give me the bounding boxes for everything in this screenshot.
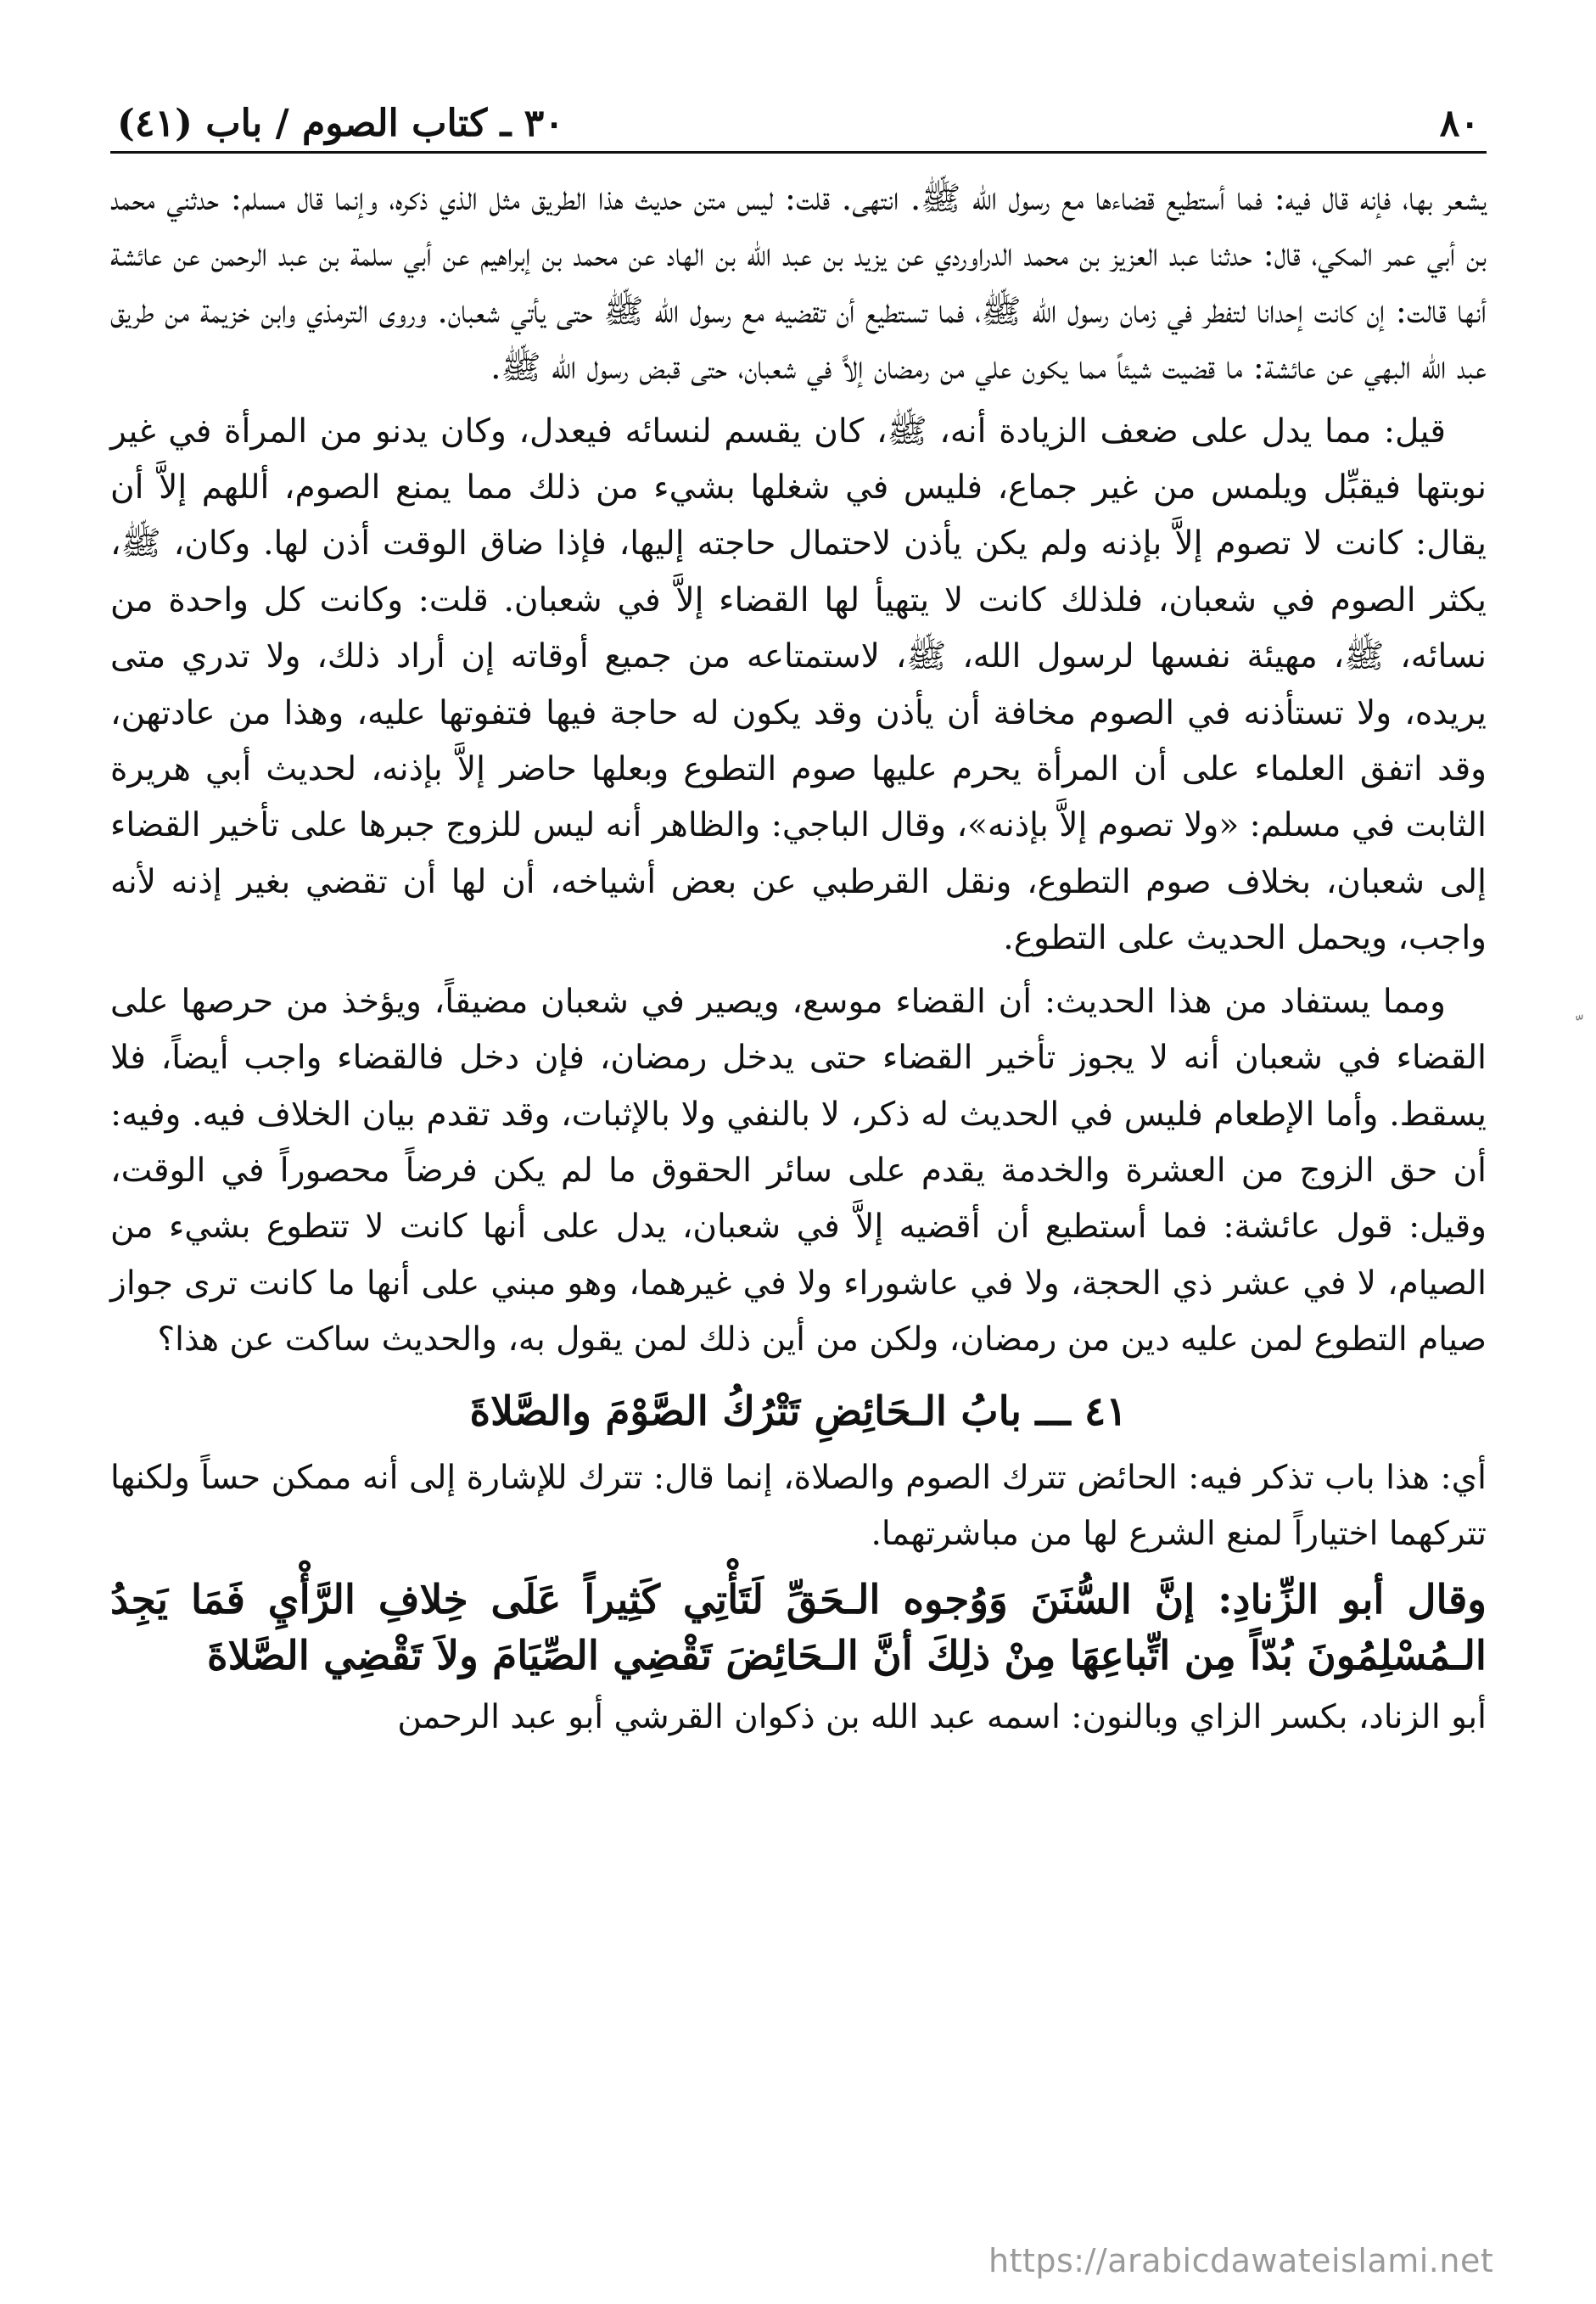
watermark-url: https://arabicdawateislami.net bbox=[988, 2242, 1494, 2279]
page-body bbox=[110, 171, 1487, 1746]
hadith-quote: وقال أبو الزِّنادِ: إنَّ السُّنَنَ وَوُجوه الـحَقِّ لَتَأْتِي كَثِيراً عَلَى خِلافِ الرَّأْيِ فَمَا يَجِدُ الـمُسْلِمُونَ بُدّاً مِن اتِّباعِهَا مِنْ ذلِكَ أنَّ الـحَائِضَ تَقْضِي الصِّيَامَ ولاَ تَقْضِي الصَّلاةَ bbox=[110, 1577, 1487, 1680]
header-rule bbox=[110, 151, 1487, 154]
final-line: أبو الزناد، بكسر الزاي وبالنون: اسمه عبد الله بن ذكوان القرشي أبو عبد الرحمن bbox=[397, 1698, 1487, 1737]
book-page bbox=[110, 85, 1487, 2266]
chapter-title: ٣٠ ـ كتاب الصوم / باب (٤١) bbox=[117, 102, 564, 145]
paragraph-3: ومما يستفاد من هذا الحديث: أن القضاء موسع، ويصير في شعبان مضيقاً، ويؤخذ من حرصها على القضاء في شعبان أنه لا يجوز تأخير القضاء حتى يدخل رمضان، فإن دخل فالقضاء واجب أيضاً، فلا يسقط. وأما الإطعام فليس في الحديث له ذكر، لا بالنفي ولا بالإثبات، وقد تقدم بيان الخلاف فيه. وفيه: أن حق الزوج من العشرة والخدمة يقدم على سائر الحقوق ما لم يكن فرضاً محصوراً في الوقت، وقيل: قول عائشة: فما أستطيع أن أقضيه إلاَّ في شعبان، يدل على أنها كانت لا تتطوع بشيء من الصيام، لا في عشر ذي الحجة، ولا في عاشوراء ولا في غيرهما، وهو مبني على أنها ما كانت ترى جواز صيام التطوع لمن عليه دين من رمضان، ولكن من أين ذلك لمن يقول به، والحديث ساكت عن هذا؟ bbox=[110, 982, 1487, 1359]
section-intro: أي: هذا باب تذكر فيه: الحائض تترك الصوم والصلاة، إنما قال: تترك للإشارة إلى أنه ممكن حساً ولكنها تتركهما اختياراً لمنع الشرع لها من مباشرتهما. bbox=[110, 1458, 1487, 1553]
page-number: ٨٠ bbox=[1439, 102, 1480, 145]
paragraph-1: يشعر بها، فإنه قال فيه: فما أستطيع قضاءها مع رسول الله ﷺ. انتهى. قلت: ليس متن حديث هذا الطريق مثل الذي ذكره، وإنما قال مسلم: حدثني محمد بن أبي عمر المكي، قال: حدثنا عبد العزيز بن محمد الدراوردي عن يزيد بن عبد الله بن الهاد عن محمد بن إبراهيم عن أبي سلمة بن عبد الرحمن عن عائشة أنها قالت: إن كانت إحدانا لتفطر في زمان رسول الله ﷺ، فما تستطيع أن تقضيه مع رسول الله ﷺ حتى يأتي شعبان. وروى الترمذي وابن خزيمة من طريق عبد الله البهي عن عائشة: ما قضيت شيئاً مما يكون علي من رمضان إلاَّ في شعبان، حتى قبض رسول الله ﷺ. bbox=[110, 180, 1487, 388]
paragraph-2: قيل: مما يدل على ضعف الزيادة أنه، ﷺ، كان يقسم لنسائه فيعدل، وكان يدنو من المرأة في غير نوبتها فيقبِّل ويلمس من غير جماع، فليس في شغلها بشيء من ذلك مما يمنع الصوم، أللهم إلاَّ أن يقال: كانت لا تصوم إلاَّ بإذنه ولم يكن يأذن لاحتمال حاجته إليها، فإذا ضاق الوقت أذن لها. وكان، ﷺ، يكثر الصوم في شعبان، فلذلك كانت لا يتهيأ لها القضاء إلاَّ في شعبان. قلت: وكانت كل واحدة من نسائه، ﷺ، مهيئة نفسها لرسول الله، ﷺ، لاستمتاعه من جميع أوقاته إن أراد ذلك، ولا تدري متى يريده، ولا تستأذنه في الصوم مخافة أن يأذن وقد يكون له حاجة فيها فتفوتها عليه، وهذا من عادتهن، وقد اتفق العلماء على أن المرأة يحرم عليها صوم التطوع وبعلها حاضر إلاَّ بإذنه، لحديث أبي هريرة الثابت في مسلم: «ولا تصوم إلاَّ بإذنه»، وقال الباجي: والظاهر أنه ليس للزوج جبرها على تأخير القضاء إلى شعبان، بخلاف صوم التطوع، ونقل القرطبي عن بعض أشياخه، أن لها أن تقضي بغير إذنه لأنه واجب، ويحمل الحديث على التطوع. bbox=[110, 412, 1487, 958]
section-heading: ٤١ ـــ بابُ الـحَائِضِ تَتْرُكُ الصَّوْمَ والصَّلاةَ bbox=[469, 1387, 1128, 1435]
running-header bbox=[110, 85, 1487, 153]
